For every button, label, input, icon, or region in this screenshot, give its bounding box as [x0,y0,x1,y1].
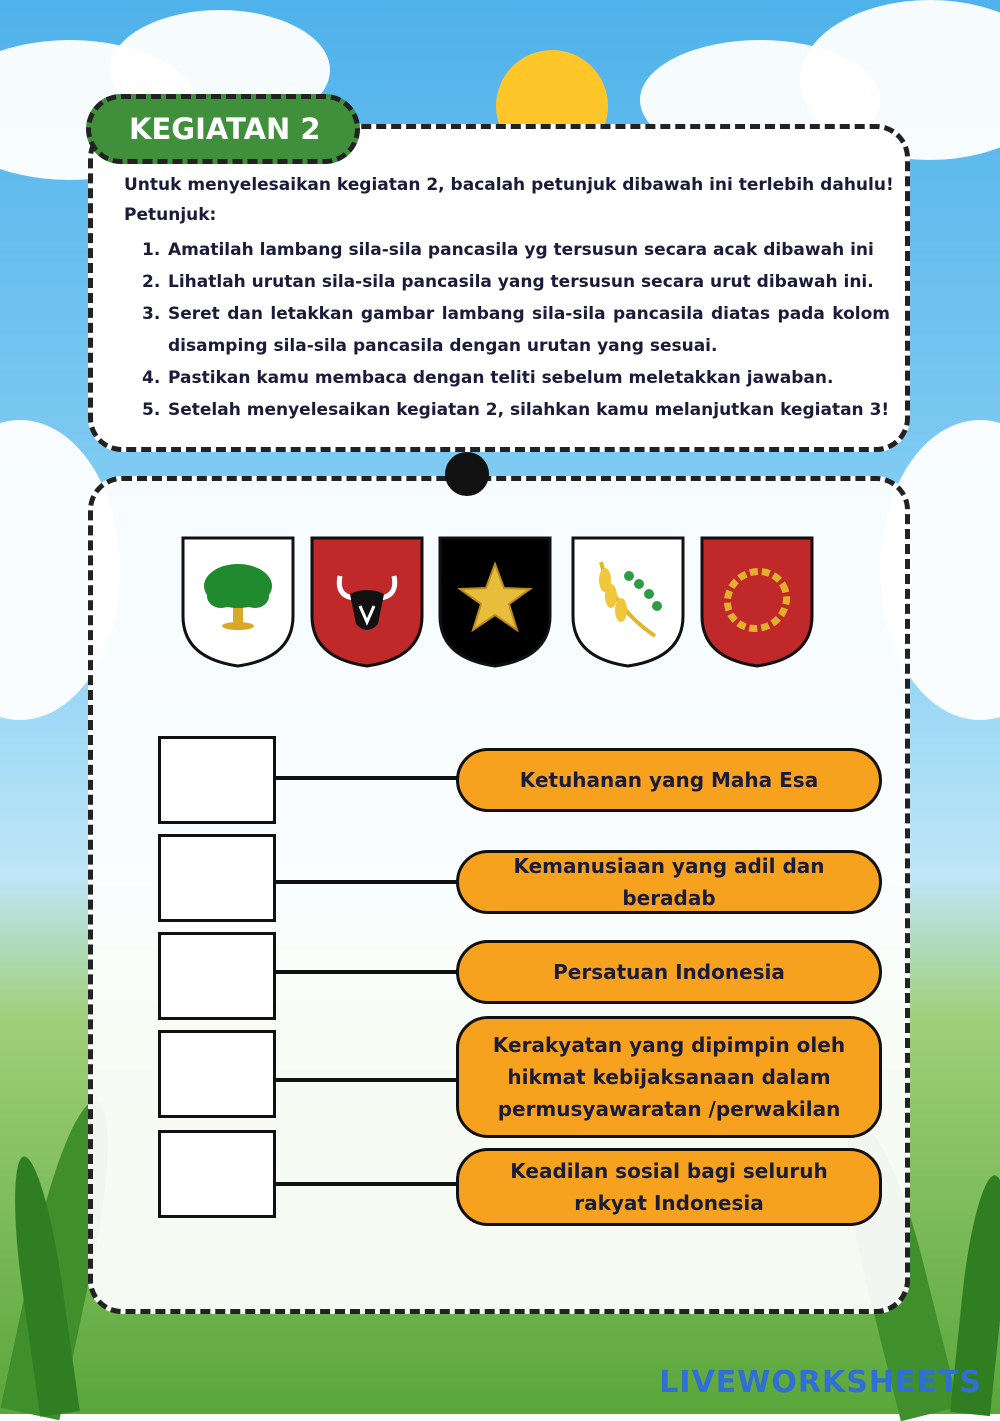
instructions-label: Petunjuk: [124,205,217,225]
bull-head-icon[interactable] [310,536,424,668]
drop-box-2[interactable] [158,834,276,922]
connector-line [276,970,458,974]
sila-label-1: Ketuhanan yang Maha Esa [456,748,882,812]
instruction-step: 5. Setelah menyelesaikan kegiatan 2, silahkan kamu melanjutkan kegiatan 3! [142,400,890,420]
instruction-step: 3. Seret dan letakkan gambar lambang sila-sila pancasila diatas pada kolom disamping sila-sila pancasila dengan urutan yang sesuai. [142,304,890,356]
drop-box-3[interactable] [158,932,276,1020]
drop-box-5[interactable] [158,1130,276,1218]
connector-line [276,880,458,884]
pin-icon [445,452,489,496]
instruction-step: 4. Pastikan kamu membaca dengan teliti sebelum meletakkan jawaban. [142,368,834,388]
drop-box-4[interactable] [158,1030,276,1118]
activity-title: KEGIATAN 2 [86,94,360,164]
sila-label-5: Keadilan sosial bagi seluruh rakyat Indonesia [456,1148,882,1226]
intro-text: Untuk menyelesaikan kegiatan 2, bacalah petunjuk dibawah ini terlebih dahulu! [124,175,894,195]
connector-line [276,1078,458,1082]
drop-box-1[interactable] [158,736,276,824]
connector-line [276,776,458,780]
connector-line [276,1182,458,1186]
instruction-step: 2. Lihatlah urutan sila-sila pancasila yang tersusun secara urut dibawah ini. [142,272,874,292]
star-icon[interactable] [438,536,552,668]
sila-label-3: Persatuan Indonesia [456,940,882,1004]
sila-label-4: Kerakyatan yang dipimpin oleh hikmat kebijaksanaan dalam permusyawaratan /perwakilan [456,1016,882,1138]
liveworksheets-logo: LIVEWORKSHEETS [659,1365,982,1400]
chain-icon[interactable] [700,536,814,668]
banyan-tree-icon[interactable] [181,536,295,668]
rice-cotton-icon[interactable] [571,536,685,668]
instruction-step: 1. Amatilah lambang sila-sila pancasila yg tersusun secara acak dibawah ini [142,240,874,260]
instruction-intro [124,170,894,230]
instruction-steps [142,234,890,426]
sila-label-2: Kemanusiaan yang adil dan beradab [456,850,882,914]
